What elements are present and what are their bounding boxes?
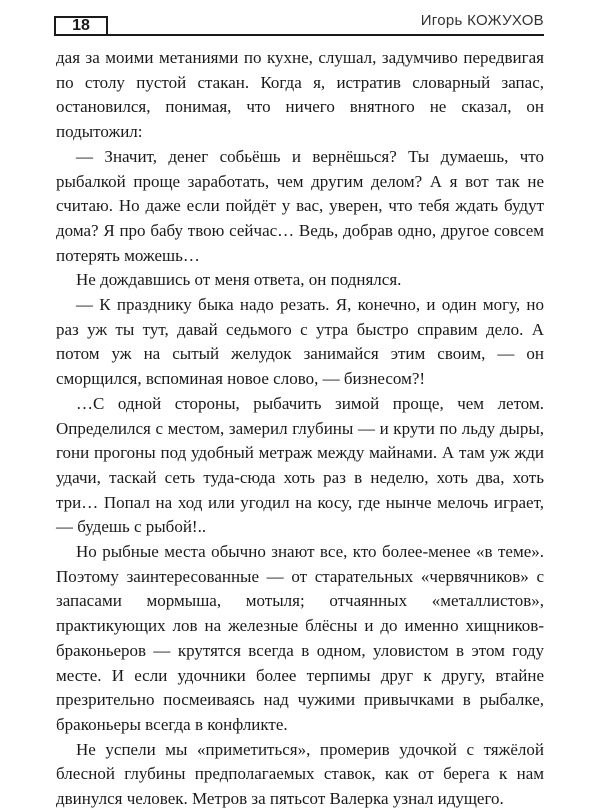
body-text <box>56 46 544 812</box>
paragraph: Не дождавшись от меня ответа, он поднялся. <box>76 270 402 290</box>
paragraph: Но рыбные места обычно знают все, кто более-менее «в теме». Поэтому заинтересованные — от старательных «червячников» с запасами мормыша, мотыля; отчаянных «металлистов», практикующих лов на железные блёсны и до именно хищников-браконьеров — крутятся всегда в одном, уловистом в этом году месте. И если удочники более терпимы друг к другу, втайне презрительно посмеиваясь над чужими привычками в рыбалке, браконьеры всегда в конфликте. <box>56 542 544 734</box>
paragraph: Не успели мы «приметиться», промерив удочкой с тяжёлой блесной глубины предполагаемых ставок, как от берега к нам двинулся человек. Метров за пятьсот Валерка узнал идущего. <box>56 739 544 809</box>
paragraph: — К празднику быка надо резать. Я, конечно, и один могу, но раз уж ты тут, давай седьмого с утра быстро справим дело. А потом уж на сытый желудок занимайся этим своим, — он сморщился, вспоминая новое слово, — бизнесом?! <box>56 295 544 389</box>
paragraph: — Значит, денег собьёшь и вернёшься? Ты думаешь, что рыбалкой проще заработать, чем другим делом? А я вот так не считаю. Но даже если пойдёт у вас, уверен, что тебя ждать будут дома? Я про бабу твою сейчас… Ведь, добрав одно, другое совсем потерять можешь… <box>56 146 544 265</box>
paragraph: дая за моими метаниями по кухне, слушал, задумчиво передвигая по столу пустой стакан. Когда я, истратив словарный запас, остановился, понимая, что ничего внятного не сказал, он подытожил: <box>56 48 544 142</box>
page-header <box>54 10 544 36</box>
header-rule <box>108 34 544 36</box>
running-head-author: Игорь КОЖУХОВ <box>420 12 544 29</box>
paragraph: …С одной стороны, рыбачить зимой проще, чем летом. Определился с местом, замерил глубины — и крути по льду дыры, гони прогоны под удобный метраж между майнами. А там уж жди удачи, таскай сеть туда-сюда хоть раз в неделю, хоть два, хоть три… Попал на ход или угодил на косу, где нынче мелочь играет, — будешь с рыбой!.. <box>56 393 544 537</box>
page-number: 18 <box>54 16 108 36</box>
